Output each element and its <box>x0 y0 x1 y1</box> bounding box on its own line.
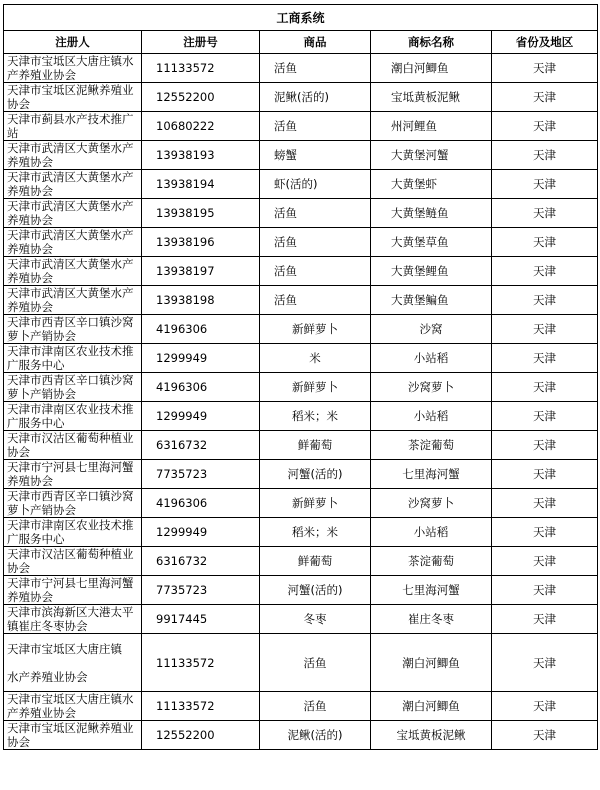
cell-brand: 沙窝萝卜 <box>371 373 492 402</box>
cell-brand: 七里海河蟹 <box>371 460 492 489</box>
table-row <box>4 54 598 83</box>
cell-reg-no: 13938194 <box>142 170 260 199</box>
cell-region: 天津 <box>492 141 598 170</box>
table-row <box>4 83 598 112</box>
cell-goods: 活鱼 <box>260 112 371 141</box>
cell-registrant: 天津市宝坻区大唐庄镇水产养殖业协会 <box>4 54 142 83</box>
cell-region: 天津 <box>492 547 598 576</box>
cell-goods: 新鲜萝卜 <box>260 315 371 344</box>
cell-region: 天津 <box>492 228 598 257</box>
cell-brand: 大黄堡虾 <box>371 170 492 199</box>
cell-registrant: 天津市宁河县七里海河蟹养殖协会 <box>4 576 142 605</box>
cell-goods: 活鱼 <box>260 199 371 228</box>
table-row <box>4 344 598 373</box>
cell-brand: 大黄堡鳊鱼 <box>371 286 492 315</box>
cell-region: 天津 <box>492 286 598 315</box>
table-row <box>4 286 598 315</box>
cell-region: 天津 <box>492 344 598 373</box>
cell-goods: 鲜葡萄 <box>260 547 371 576</box>
cell-registrant: 天津市宝坻区大唐庄镇水产养殖业协会 <box>4 692 142 721</box>
cell-registrant: 天津市西青区辛口镇沙窝萝卜产销协会 <box>4 315 142 344</box>
cell-brand: 潮白河鲫鱼 <box>371 634 492 692</box>
cell-brand: 茶淀葡萄 <box>371 431 492 460</box>
cell-brand: 崔庄冬枣 <box>371 605 492 634</box>
cell-goods: 鲜葡萄 <box>260 431 371 460</box>
cell-goods: 新鲜萝卜 <box>260 373 371 402</box>
cell-goods: 虾(活的) <box>260 170 371 199</box>
cell-registrant: 天津市汉沽区葡萄种植业协会 <box>4 431 142 460</box>
cell-region: 天津 <box>492 199 598 228</box>
table-row <box>4 547 598 576</box>
cell-reg-no: 11133572 <box>142 634 260 692</box>
cell-reg-no: 6316732 <box>142 431 260 460</box>
cell-registrant: 天津市汉沽区葡萄种植业协会 <box>4 547 142 576</box>
table-row <box>4 721 598 750</box>
table-row <box>4 634 598 692</box>
cell-region: 天津 <box>492 605 598 634</box>
header-goods: 商品 <box>260 31 371 54</box>
cell-reg-no: 7735723 <box>142 460 260 489</box>
cell-reg-no: 1299949 <box>142 518 260 547</box>
cell-registrant: 天津市武清区大黄堡水产养殖协会 <box>4 286 142 315</box>
cell-goods: 活鱼 <box>260 257 371 286</box>
cell-reg-no: 4196306 <box>142 315 260 344</box>
cell-region: 天津 <box>492 402 598 431</box>
cell-goods: 活鱼 <box>260 54 371 83</box>
cell-registrant: 天津市宝坻区大唐庄镇 水产养殖业协会 <box>4 634 142 692</box>
cell-goods: 冬枣 <box>260 605 371 634</box>
cell-reg-no: 13938193 <box>142 141 260 170</box>
cell-goods: 泥鳅(活的) <box>260 83 371 112</box>
cell-brand: 茶淀葡萄 <box>371 547 492 576</box>
cell-goods: 活鱼 <box>260 286 371 315</box>
cell-registrant: 天津市宁河县七里海河蟹养殖协会 <box>4 460 142 489</box>
cell-brand: 小站稻 <box>371 518 492 547</box>
cell-brand: 大黄堡草鱼 <box>371 228 492 257</box>
table-row <box>4 692 598 721</box>
cell-registrant: 天津市津南区农业技术推广服务中心 <box>4 344 142 373</box>
cell-reg-no: 12552200 <box>142 721 260 750</box>
cell-reg-no: 7735723 <box>142 576 260 605</box>
cell-brand: 沙窝 <box>371 315 492 344</box>
cell-reg-no: 1299949 <box>142 402 260 431</box>
cell-brand: 小站稻 <box>371 344 492 373</box>
table-row <box>4 170 598 199</box>
cell-goods: 活鱼 <box>260 228 371 257</box>
cell-region: 天津 <box>492 257 598 286</box>
cell-reg-no: 13938196 <box>142 228 260 257</box>
cell-reg-no: 11133572 <box>142 692 260 721</box>
cell-reg-no: 13938195 <box>142 199 260 228</box>
cell-goods: 稻米；米 <box>260 518 371 547</box>
cell-brand: 七里海河蟹 <box>371 576 492 605</box>
table-row <box>4 402 598 431</box>
cell-reg-no: 13938198 <box>142 286 260 315</box>
table-row <box>4 605 598 634</box>
cell-reg-no: 12552200 <box>142 83 260 112</box>
cell-registrant: 天津市宝坻区泥鳅养殖业协会 <box>4 83 142 112</box>
header-registrant: 注册人 <box>4 31 142 54</box>
cell-region: 天津 <box>492 83 598 112</box>
cell-registrant: 天津市宝坻区泥鳅养殖业协会 <box>4 721 142 750</box>
cell-goods: 米 <box>260 344 371 373</box>
cell-region: 天津 <box>492 721 598 750</box>
cell-brand: 小站稻 <box>371 402 492 431</box>
cell-registrant: 天津市津南区农业技术推广服务中心 <box>4 402 142 431</box>
trademark-sheet <box>3 4 597 750</box>
cell-region: 天津 <box>492 170 598 199</box>
cell-goods: 活鱼 <box>260 692 371 721</box>
table-body <box>4 54 598 750</box>
cell-region: 天津 <box>492 54 598 83</box>
cell-goods: 河蟹(活的) <box>260 460 371 489</box>
cell-reg-no: 13938197 <box>142 257 260 286</box>
cell-region: 天津 <box>492 518 598 547</box>
table-row <box>4 228 598 257</box>
cell-goods: 河蟹(活的) <box>260 576 371 605</box>
cell-brand: 大黄堡鲤鱼 <box>371 257 492 286</box>
table-row <box>4 518 598 547</box>
cell-registrant: 天津市西青区辛口镇沙窝萝卜产销协会 <box>4 489 142 518</box>
table-row <box>4 112 598 141</box>
cell-goods: 螃蟹 <box>260 141 371 170</box>
cell-region: 天津 <box>492 460 598 489</box>
cell-registrant: 天津市武清区大黄堡水产养殖协会 <box>4 170 142 199</box>
cell-region: 天津 <box>492 373 598 402</box>
cell-brand: 沙窝萝卜 <box>371 489 492 518</box>
cell-region: 天津 <box>492 489 598 518</box>
cell-reg-no: 9917445 <box>142 605 260 634</box>
cell-registrant: 天津市武清区大黄堡水产养殖协会 <box>4 257 142 286</box>
cell-goods: 新鲜萝卜 <box>260 489 371 518</box>
cell-goods: 活鱼 <box>260 634 371 692</box>
header-region: 省份及地区 <box>492 31 598 54</box>
table-title: 工商系统 <box>4 5 598 31</box>
cell-registrant: 天津市西青区辛口镇沙窝萝卜产销协会 <box>4 373 142 402</box>
table-row <box>4 460 598 489</box>
table-row <box>4 576 598 605</box>
cell-registrant: 天津市武清区大黄堡水产养殖协会 <box>4 228 142 257</box>
header-brand: 商标名称 <box>371 31 492 54</box>
cell-region: 天津 <box>492 692 598 721</box>
table-row <box>4 199 598 228</box>
cell-reg-no: 1299949 <box>142 344 260 373</box>
table-row <box>4 373 598 402</box>
cell-registrant: 天津市武清区大黄堡水产养殖协会 <box>4 141 142 170</box>
cell-region: 天津 <box>492 315 598 344</box>
cell-reg-no: 4196306 <box>142 373 260 402</box>
cell-brand: 宝坻黄板泥鳅 <box>371 83 492 112</box>
cell-region: 天津 <box>492 576 598 605</box>
cell-registrant: 天津市津南区农业技术推广服务中心 <box>4 518 142 547</box>
table-row <box>4 431 598 460</box>
cell-brand: 大黄堡鲢鱼 <box>371 199 492 228</box>
cell-registrant: 天津市滨海新区大港太平镇崔庄冬枣协会 <box>4 605 142 634</box>
cell-reg-no: 11133572 <box>142 54 260 83</box>
cell-region: 天津 <box>492 112 598 141</box>
cell-brand: 潮白河鲫鱼 <box>371 54 492 83</box>
table-row <box>4 489 598 518</box>
cell-reg-no: 10680222 <box>142 112 260 141</box>
cell-goods: 稻米；米 <box>260 402 371 431</box>
cell-reg-no: 6316732 <box>142 547 260 576</box>
cell-brand: 州河鲤鱼 <box>371 112 492 141</box>
cell-brand: 大黄堡河蟹 <box>371 141 492 170</box>
table-row <box>4 141 598 170</box>
table-row <box>4 315 598 344</box>
header-reg-no: 注册号 <box>142 31 260 54</box>
cell-registrant: 天津市蓟县水产技术推广站 <box>4 112 142 141</box>
cell-region: 天津 <box>492 431 598 460</box>
cell-region: 天津 <box>492 634 598 692</box>
trademark-table <box>3 4 598 750</box>
cell-reg-no: 4196306 <box>142 489 260 518</box>
header-row <box>4 31 598 54</box>
cell-brand: 潮白河鲫鱼 <box>371 692 492 721</box>
cell-brand: 宝坻黄板泥鳅 <box>371 721 492 750</box>
cell-goods: 泥鳅(活的) <box>260 721 371 750</box>
table-row <box>4 257 598 286</box>
cell-registrant: 天津市武清区大黄堡水产养殖协会 <box>4 199 142 228</box>
